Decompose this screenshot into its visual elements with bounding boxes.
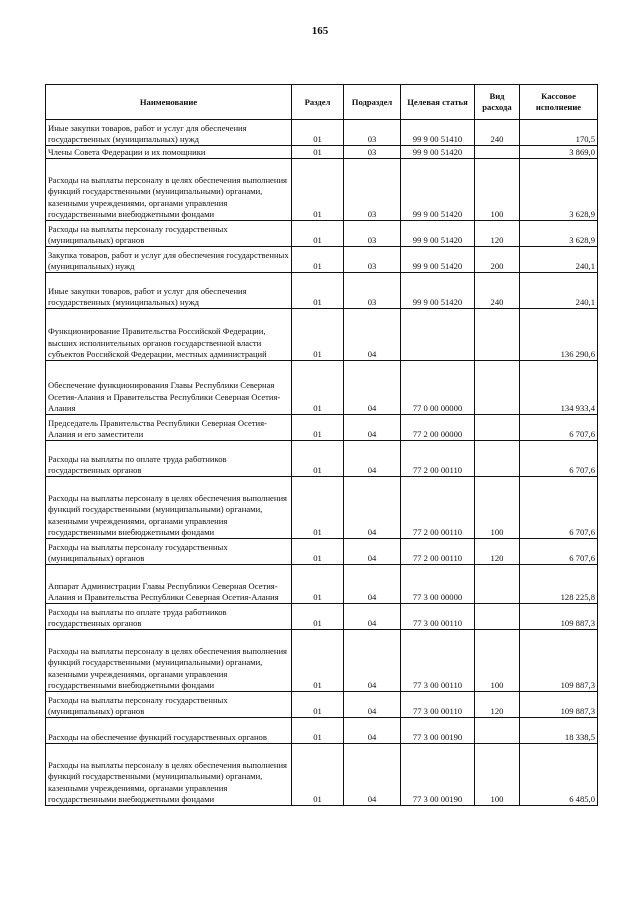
- cell-subsection: 03: [344, 221, 401, 247]
- table-header-row: [46, 85, 598, 120]
- cell-cash-execution: 6 707,6: [520, 415, 598, 441]
- cell-target-article: 77 2 00 00110: [401, 539, 475, 565]
- cell-section: 01: [292, 692, 344, 718]
- cell-name: Закупка товаров, работ и услуг для обеспечения государственных (муниципальных) нужд: [46, 247, 292, 273]
- cell-expense-kind: [475, 146, 520, 159]
- cell-expense-kind: 100: [475, 477, 520, 539]
- cell-expense-kind: 240: [475, 120, 520, 146]
- cell-cash-execution: 109 887,3: [520, 692, 598, 718]
- table-row: [46, 477, 598, 539]
- cell-name: Иные закупки товаров, работ и услуг для обеспечения государственных (муниципальных) нужд: [46, 120, 292, 146]
- table-row: [46, 361, 598, 415]
- cell-expense-kind: [475, 718, 520, 744]
- table-row: [46, 247, 598, 273]
- header-cash-execution: Кассовое исполнение: [520, 85, 598, 120]
- cell-section: 01: [292, 604, 344, 630]
- page-number: 165: [311, 25, 329, 37]
- cell-name: Расходы на обеспечение функций государственных органов: [46, 718, 292, 744]
- cell-target-article: 99 9 00 51420: [401, 159, 475, 221]
- cell-subsection: 04: [344, 361, 401, 415]
- cell-section: 01: [292, 539, 344, 565]
- cell-target-article: 77 0 00 00000: [401, 361, 475, 415]
- table-row: [46, 309, 598, 361]
- cell-name: Иные закупки товаров, работ и услуг для обеспечения государственных (муниципальных) нужд: [46, 273, 292, 309]
- table-row: [46, 539, 598, 565]
- table-row: [46, 273, 598, 309]
- cell-name: Расходы на выплаты персоналу государственных (муниципальных) органов: [46, 539, 292, 565]
- cell-subsection: 03: [344, 247, 401, 273]
- cell-cash-execution: 128 225,8: [520, 565, 598, 604]
- cell-target-article: 77 3 00 00110: [401, 692, 475, 718]
- cell-expense-kind: 100: [475, 630, 520, 692]
- cell-cash-execution: 3 628,9: [520, 159, 598, 221]
- table-body: [46, 120, 598, 806]
- cell-target-article: 77 2 00 00000: [401, 415, 475, 441]
- cell-target-article: 99 9 00 51410: [401, 120, 475, 146]
- budget-execution-table: [45, 84, 598, 806]
- cell-subsection: 03: [344, 273, 401, 309]
- table-row: [46, 630, 598, 692]
- header-expense-kind: Вид расхода: [475, 85, 520, 120]
- cell-subsection: 04: [344, 309, 401, 361]
- header-section: Раздел: [292, 85, 344, 120]
- cell-target-article: 99 9 00 51420: [401, 247, 475, 273]
- cell-subsection: 04: [344, 539, 401, 565]
- cell-target-article: 77 3 00 00110: [401, 604, 475, 630]
- cell-section: 01: [292, 565, 344, 604]
- header-target-article: Целевая статья: [401, 85, 475, 120]
- table-row: [46, 441, 598, 477]
- cell-expense-kind: [475, 565, 520, 604]
- cell-section: 01: [292, 415, 344, 441]
- cell-subsection: 04: [344, 604, 401, 630]
- cell-target-article: 77 2 00 00110: [401, 477, 475, 539]
- cell-cash-execution: 3 869,0: [520, 146, 598, 159]
- cell-expense-kind: 100: [475, 744, 520, 806]
- cell-name: Обеспечение функционирования Главы Республики Северная Осетия-Алания и Правительства Республики Северная Осетия-Алания: [46, 361, 292, 415]
- cell-expense-kind: [475, 441, 520, 477]
- cell-section: 01: [292, 630, 344, 692]
- table-row: [46, 415, 598, 441]
- cell-target-article: 99 9 00 51420: [401, 221, 475, 247]
- cell-name: Функционирование Правительства Российской Федерации, высших исполнительных органов государственной власти субъектов Российской Федерации, местных администраций: [46, 309, 292, 361]
- cell-section: 01: [292, 361, 344, 415]
- table-row: [46, 718, 598, 744]
- cell-expense-kind: 120: [475, 692, 520, 718]
- cell-target-article: 77 3 00 00110: [401, 630, 475, 692]
- cell-section: 01: [292, 247, 344, 273]
- cell-subsection: 04: [344, 692, 401, 718]
- table-row: [46, 221, 598, 247]
- cell-expense-kind: 120: [475, 221, 520, 247]
- cell-subsection: 03: [344, 120, 401, 146]
- cell-subsection: 04: [344, 415, 401, 441]
- cell-expense-kind: 100: [475, 159, 520, 221]
- cell-cash-execution: 109 887,3: [520, 630, 598, 692]
- cell-target-article: 99 9 00 51420: [401, 146, 475, 159]
- cell-subsection: 04: [344, 718, 401, 744]
- cell-expense-kind: 120: [475, 539, 520, 565]
- cell-section: 01: [292, 146, 344, 159]
- cell-target-article: 77 3 00 00190: [401, 744, 475, 806]
- cell-section: 01: [292, 441, 344, 477]
- cell-cash-execution: 136 290,6: [520, 309, 598, 361]
- table-row: [46, 146, 598, 159]
- cell-cash-execution: 240,1: [520, 273, 598, 309]
- cell-subsection: 04: [344, 744, 401, 806]
- cell-name: Аппарат Администрации Главы Республики Северная Осетия-Алания и Правительства Республики Северная Осетия-Алания: [46, 565, 292, 604]
- cell-section: 01: [292, 309, 344, 361]
- cell-section: 01: [292, 221, 344, 247]
- table-row: [46, 120, 598, 146]
- cell-name: Расходы на выплаты персоналу в целях обеспечения выполнения функций государственными (муниципальными) органами, казенными учреждениями, органами управления государственными внебюджетными фондами: [46, 477, 292, 539]
- cell-subsection: 04: [344, 565, 401, 604]
- cell-section: 01: [292, 477, 344, 539]
- cell-target-article: 77 3 00 00190: [401, 718, 475, 744]
- cell-section: 01: [292, 159, 344, 221]
- cell-expense-kind: 240: [475, 273, 520, 309]
- cell-name: Расходы на выплаты персоналу в целях обеспечения выполнения функций государственными (муниципальными) органами, казенными учреждениями, органами управления государственными внебюджетными фондами: [46, 159, 292, 221]
- header-name: Наименование: [46, 85, 292, 120]
- cell-name: Расходы на выплаты по оплате труда работников государственных органов: [46, 604, 292, 630]
- cell-cash-execution: 134 933,4: [520, 361, 598, 415]
- cell-name: Расходы на выплаты персоналу государственных (муниципальных) органов: [46, 692, 292, 718]
- header-subsection: Подраздел: [344, 85, 401, 120]
- cell-cash-execution: 6 485,0: [520, 744, 598, 806]
- cell-section: 01: [292, 273, 344, 309]
- cell-cash-execution: 240,1: [520, 247, 598, 273]
- cell-section: 01: [292, 120, 344, 146]
- cell-name: Расходы на выплаты по оплате труда работников государственных органов: [46, 441, 292, 477]
- table-row: [46, 604, 598, 630]
- table-row: [46, 692, 598, 718]
- cell-subsection: 03: [344, 146, 401, 159]
- cell-cash-execution: 170,5: [520, 120, 598, 146]
- cell-expense-kind: [475, 415, 520, 441]
- cell-cash-execution: 3 628,9: [520, 221, 598, 247]
- cell-section: 01: [292, 744, 344, 806]
- cell-name: Члены Совета Федерации и их помощники: [46, 146, 292, 159]
- cell-cash-execution: 6 707,6: [520, 539, 598, 565]
- cell-expense-kind: [475, 604, 520, 630]
- table-row: [46, 565, 598, 604]
- cell-target-article: 77 3 00 00000: [401, 565, 475, 604]
- cell-cash-execution: 18 338,5: [520, 718, 598, 744]
- cell-cash-execution: 109 887,3: [520, 604, 598, 630]
- cell-expense-kind: [475, 309, 520, 361]
- cell-cash-execution: 6 707,6: [520, 441, 598, 477]
- cell-cash-execution: 6 707,6: [520, 477, 598, 539]
- cell-name: Расходы на выплаты персоналу в целях обеспечения выполнения функций государственными (муниципальными) органами, казенными учреждениями, органами управления государственными внебюджетными фондами: [46, 744, 292, 806]
- table-row: [46, 159, 598, 221]
- cell-subsection: 04: [344, 630, 401, 692]
- cell-subsection: 03: [344, 159, 401, 221]
- cell-target-article: 99 9 00 51420: [401, 273, 475, 309]
- cell-name: Расходы на выплаты персоналу в целях обеспечения выполнения функций государственными (муниципальными) органами, казенными учреждениями, органами управления государственными внебюджетными фондами: [46, 630, 292, 692]
- cell-target-article: 77 2 00 00110: [401, 441, 475, 477]
- cell-expense-kind: [475, 361, 520, 415]
- cell-name: Расходы на выплаты персоналу государственных (муниципальных) органов: [46, 221, 292, 247]
- cell-target-article: [401, 309, 475, 361]
- cell-section: 01: [292, 718, 344, 744]
- cell-name: Председатель Правительства Республики Северная Осетия-Алания и его заместители: [46, 415, 292, 441]
- cell-expense-kind: 200: [475, 247, 520, 273]
- cell-subsection: 04: [344, 441, 401, 477]
- cell-subsection: 04: [344, 477, 401, 539]
- table-row: [46, 744, 598, 806]
